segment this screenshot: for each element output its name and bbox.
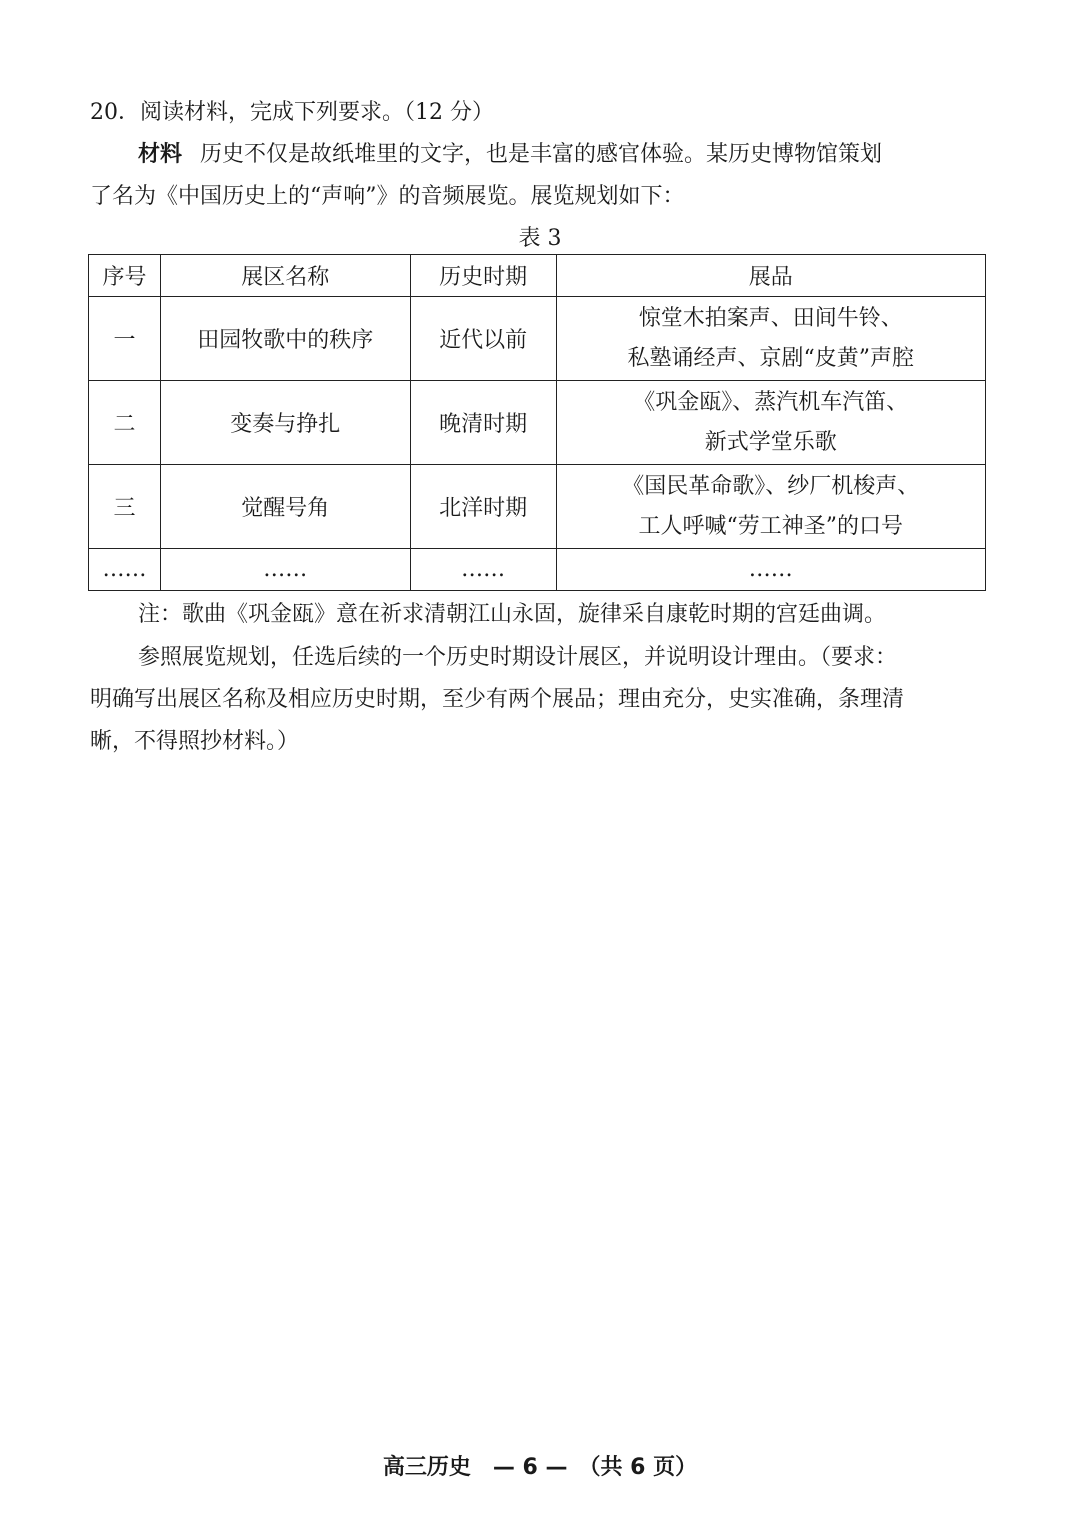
header-number: 序号: [89, 255, 161, 297]
material-paragraph-line-2: 了名为《中国历史上的“声响”》的音频展览。展览规划如下：: [90, 184, 685, 209]
table-caption: 表 3: [518, 226, 562, 251]
requirement-line-2: 明确写出展区名称及相应历史时期，至少有两个展品；理由充分，史实准确，条理清: [90, 687, 905, 712]
ellipsis-cell: ……: [160, 549, 410, 591]
page-footer: 高三历史 — 6 — （共 6 页）: [382, 1455, 698, 1480]
exhibits: [556, 381, 986, 465]
exhibits-line: 惊堂木拍案声、田间牛铃、: [638, 305, 903, 331]
header-exhibits: 展品: [556, 255, 986, 297]
table-ellipsis-row: [89, 549, 986, 591]
zone-name: 田园牧歌中的秩序: [160, 297, 410, 381]
exhibits-line: 私塾诵经声、京剧“皮黄”声腔: [627, 345, 914, 371]
ellipsis-cell: ……: [89, 549, 161, 591]
period: 近代以前: [410, 297, 556, 381]
exhibits: [556, 465, 986, 549]
exhibits-line: 《国民革命歌》、纱厂机梭声、: [622, 473, 920, 499]
period: 晚清时期: [410, 381, 556, 465]
header-zone-name: 展区名称: [160, 255, 410, 297]
table-row: [89, 381, 986, 465]
period: 北洋时期: [410, 465, 556, 549]
exhibits-line: 工人呼喊“劳工神圣”的口号: [638, 513, 903, 539]
exhibits-line: 《巩金瓯》、蒸汽机车汽笛、: [633, 389, 909, 415]
material-text-1: 历史不仅是故纸堆里的文字，也是丰富的感官体验。某历史博物馆策划: [200, 142, 883, 167]
material-label: 材料: [138, 142, 183, 167]
material-paragraph-line-1: [138, 140, 882, 170]
row-number: 二: [89, 381, 161, 465]
header-period: 历史时期: [410, 255, 556, 297]
ellipsis-cell: ……: [556, 549, 986, 591]
row-number: 一: [89, 297, 161, 381]
table-header-row: [89, 255, 986, 297]
exhibits: [556, 297, 986, 381]
ellipsis-cell: ……: [410, 549, 556, 591]
zone-name: 觉醒号角: [160, 465, 410, 549]
zone-name: 变奏与挣扎: [160, 381, 410, 465]
exhibits-line: 新式学堂乐歌: [704, 429, 837, 455]
exhibition-table: [88, 254, 986, 591]
table-note: 注：歌曲《巩金瓯》意在祈求清朝江山永固，旋律采自康乾时期的宫廷曲调。: [138, 602, 887, 627]
table-row: [89, 465, 986, 549]
requirement-line-3: 晰，不得照抄材料。）: [90, 729, 300, 754]
table-row: [89, 297, 986, 381]
question-header: 20．阅读材料，完成下列要求。（12 分）: [90, 100, 494, 125]
requirement-line-1: 参照展览规划，任选后续的一个历史时期设计展区，并说明设计理由。（要求：: [138, 645, 898, 670]
row-number: 三: [89, 465, 161, 549]
